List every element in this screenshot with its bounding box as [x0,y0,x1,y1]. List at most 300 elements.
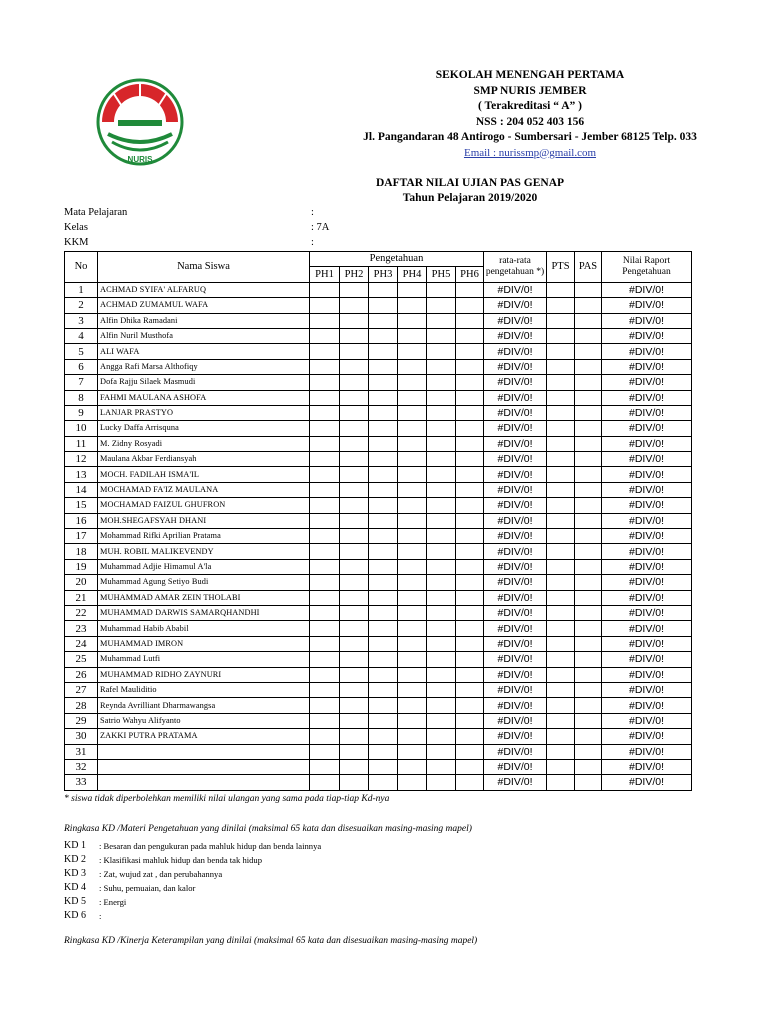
pas-cell [575,513,602,528]
student-name: Muhammad Habib Ababil [98,621,310,636]
table-row [65,529,692,544]
row-number: 33 [65,775,98,790]
ph1-cell [310,652,340,667]
ph4-cell [398,498,427,513]
pts-cell [547,544,575,559]
average-cell: #DIV/0! [484,729,547,744]
header-average: rata-rata pengetahuan *) [484,252,547,283]
ph6-cell [456,436,484,451]
row-number: 7 [65,375,98,390]
ph4-cell [398,636,427,651]
ph2-cell [340,298,369,313]
row-number: 3 [65,313,98,328]
ph5-cell [427,652,456,667]
pas-cell [575,452,602,467]
average-cell: #DIV/0! [484,605,547,620]
pas-cell [575,713,602,728]
table-row [65,390,692,405]
ph5-cell [427,405,456,420]
report-cell: #DIV/0! [602,759,692,774]
row-number: 13 [65,467,98,482]
ph5-cell [427,759,456,774]
average-cell: #DIV/0! [484,698,547,713]
row-number: 25 [65,652,98,667]
report-cell: #DIV/0! [602,513,692,528]
ph3-cell [369,313,398,328]
header-report: Nilai Raport Pengetahuan [602,252,692,283]
ph5-cell [427,682,456,697]
ph6-cell [456,344,484,359]
ph5-cell [427,744,456,759]
ph5-cell [427,452,456,467]
pts-cell [547,313,575,328]
pts-cell [547,667,575,682]
report-cell: #DIV/0! [602,590,692,605]
ph2-cell [340,359,369,374]
report-cell: #DIV/0! [602,605,692,620]
ph6-cell [456,328,484,343]
report-cell: #DIV/0! [602,729,692,744]
kd-code: KD 1 [64,840,86,851]
school-address: Jl. Pangandaran 48 Antirogo - Sumbersari - Jember 68125 Telp. 033 [363,131,697,143]
pas-cell [575,375,602,390]
pas-cell [575,759,602,774]
ph6-cell [456,775,484,790]
student-name: Alfin Nuril Musthofa [98,328,310,343]
header-knowledge: Pengetahuan [310,252,484,267]
report-cell: #DIV/0! [602,467,692,482]
row-number: 17 [65,529,98,544]
ph5-cell [427,390,456,405]
average-cell: #DIV/0! [484,421,547,436]
ph6-cell [456,452,484,467]
table-row [65,298,692,313]
ph4-cell [398,744,427,759]
report-cell: #DIV/0! [602,559,692,574]
ph2-cell [340,328,369,343]
pas-cell [575,421,602,436]
ph1-cell [310,621,340,636]
row-number: 1 [65,282,98,297]
ph4-cell [398,344,427,359]
ph5-cell [427,590,456,605]
student-name: Reynda Avrilliant Dharmawangsa [98,698,310,713]
average-cell: #DIV/0! [484,436,547,451]
student-name: MUHAMMAD IMRON [98,636,310,651]
ph1-cell [310,775,340,790]
ph4-cell [398,590,427,605]
student-name: Rafel Mauliditio [98,682,310,697]
ph3-cell [369,390,398,405]
ph6-cell [456,667,484,682]
report-cell: #DIV/0! [602,575,692,590]
ph4-cell [398,544,427,559]
ph6-cell [456,621,484,636]
ph4-cell [398,559,427,574]
ph1-cell [310,590,340,605]
average-cell: #DIV/0! [484,390,547,405]
header-ph4: PH4 [398,267,427,282]
average-cell: #DIV/0! [484,759,547,774]
pts-cell [547,713,575,728]
ph4-cell [398,313,427,328]
grades-table [64,251,692,791]
table-row [65,682,692,697]
report-cell: #DIV/0! [602,452,692,467]
table-row [65,544,692,559]
ph2-cell [340,405,369,420]
report-cell: #DIV/0! [602,313,692,328]
table-row [65,375,692,390]
report-cell: #DIV/0! [602,359,692,374]
header-pas: PAS [575,252,602,283]
table-row [65,652,692,667]
student-name: MUHAMMAD AMAR ZEIN THOLABI [98,590,310,605]
ph3-cell [369,559,398,574]
ph5-cell [427,282,456,297]
pts-cell [547,744,575,759]
kd-desc: : Zat, wujud zat , dan perubahannya [99,869,223,879]
row-number: 27 [65,682,98,697]
ph2-cell [340,605,369,620]
table-row [65,359,692,374]
table-row [65,513,692,528]
pas-cell [575,636,602,651]
average-cell: #DIV/0! [484,405,547,420]
report-cell: #DIV/0! [602,344,692,359]
row-number: 9 [65,405,98,420]
table-row [65,713,692,728]
ph6-cell [456,467,484,482]
student-name: M. Zidny Rosyadi [98,436,310,451]
ph2-cell [340,775,369,790]
school-nss: NSS : 204 052 403 156 [475,115,585,128]
pas-cell [575,605,602,620]
student-name: LANJAR PRASTYO [98,405,310,420]
ph1-cell [310,452,340,467]
row-number: 18 [65,544,98,559]
average-cell: #DIV/0! [484,713,547,728]
table-row [65,405,692,420]
ph1-cell [310,667,340,682]
table-row [65,436,692,451]
ph6-cell [456,575,484,590]
pts-cell [547,575,575,590]
report-cell: #DIV/0! [602,436,692,451]
subject-label: Mata Pelajaran [64,207,128,218]
document-title-block [300,176,640,206]
school-emblem-icon [94,76,186,168]
kd-code: KD 3 [64,868,86,879]
row-number: 22 [65,605,98,620]
ph2-cell [340,744,369,759]
ph1-cell [310,575,340,590]
average-cell: #DIV/0! [484,375,547,390]
ph2-cell [340,436,369,451]
student-name: MOCH. FADILAH ISMA'IL [98,467,310,482]
pas-cell [575,328,602,343]
average-cell: #DIV/0! [484,636,547,651]
header-ph2: PH2 [340,267,369,282]
average-cell: #DIV/0! [484,590,547,605]
header-name: Nama Siswa [98,252,310,283]
student-name: Alfin Dhika Ramadani [98,313,310,328]
ph2-cell [340,513,369,528]
table-row [65,575,692,590]
ph2-cell [340,698,369,713]
row-number: 4 [65,328,98,343]
ph5-cell [427,605,456,620]
pas-cell [575,405,602,420]
ph5-cell [427,575,456,590]
student-name: Muhammad Lutfi [98,652,310,667]
ph2-cell [340,313,369,328]
table-row [65,559,692,574]
ph5-cell [427,621,456,636]
header-pts: PTS [547,252,575,283]
row-number: 2 [65,298,98,313]
student-name: MOH.SHEGAFSYAH DHANI [98,513,310,528]
ph4-cell [398,328,427,343]
report-cell: #DIV/0! [602,775,692,790]
pts-cell [547,652,575,667]
ph2-cell [340,713,369,728]
pts-cell [547,344,575,359]
pas-cell [575,698,602,713]
pas-cell [575,529,602,544]
pas-cell [575,313,602,328]
average-cell: #DIV/0! [484,498,547,513]
average-cell: #DIV/0! [484,282,547,297]
pts-cell [547,775,575,790]
ph4-cell [398,775,427,790]
ph4-cell [398,359,427,374]
average-cell: #DIV/0! [484,667,547,682]
table-row [65,344,692,359]
average-cell: #DIV/0! [484,575,547,590]
pts-cell [547,390,575,405]
ph5-cell [427,667,456,682]
pts-cell [547,482,575,497]
ph5-cell [427,698,456,713]
pts-cell [547,452,575,467]
ph1-cell [310,390,340,405]
average-cell: #DIV/0! [484,482,547,497]
ph3-cell [369,729,398,744]
ph2-cell [340,621,369,636]
table-row [65,744,692,759]
report-cell: #DIV/0! [602,621,692,636]
ph4-cell [398,513,427,528]
ph6-cell [456,713,484,728]
ph4-cell [398,298,427,313]
header-ph6: PH6 [456,267,484,282]
average-cell: #DIV/0! [484,559,547,574]
ph6-cell [456,698,484,713]
ph6-cell [456,390,484,405]
pts-cell [547,698,575,713]
kd-code: KD 5 [64,896,86,907]
ph5-cell [427,713,456,728]
table-row [65,467,692,482]
ph2-cell [340,375,369,390]
ph6-cell [456,744,484,759]
ph6-cell [456,375,484,390]
school-email-link[interactable]: Email : nurissmp@gmail.com [463,146,597,159]
kd-desc: : Besaran dan pengukuran pada mahluk hidup dan benda lainnya [99,841,322,851]
pts-cell [547,436,575,451]
ph6-cell [456,359,484,374]
table-row [65,452,692,467]
pas-cell [575,559,602,574]
ph3-cell [369,744,398,759]
footnote: * siswa tidak diperbolehkan memiliki nilai ulangan yang sama pada tiap-tiap Kd-nya [64,794,390,804]
ph2-cell [340,682,369,697]
ph1-cell [310,682,340,697]
ph6-cell [456,482,484,497]
row-number: 14 [65,482,98,497]
report-cell: #DIV/0! [602,482,692,497]
row-number: 8 [65,390,98,405]
ph5-cell [427,298,456,313]
average-cell: #DIV/0! [484,775,547,790]
ph3-cell [369,575,398,590]
ph2-cell [340,344,369,359]
ph1-cell [310,405,340,420]
ph2-cell [340,482,369,497]
ph3-cell [369,667,398,682]
student-name: ACHMAD ZUMAMUL WAFA [98,298,310,313]
student-name: MOCHAMAD FA'IZ MAULANA [98,482,310,497]
report-cell: #DIV/0! [602,421,692,436]
ph3-cell [369,682,398,697]
kkm-value: : [311,237,314,248]
pts-cell [547,359,575,374]
ph3-cell [369,621,398,636]
kd-code: KD 2 [64,854,86,865]
report-cell: #DIV/0! [602,529,692,544]
ph3-cell [369,652,398,667]
document-year: Tahun Pelajaran 2019/2020 [402,192,538,204]
ph3-cell [369,359,398,374]
student-name: Angga Rafi Marsa Althofiqy [98,359,310,374]
table-row [65,482,692,497]
report-cell: #DIV/0! [602,636,692,651]
report-cell: #DIV/0! [602,682,692,697]
ph6-cell [456,544,484,559]
pas-cell [575,282,602,297]
report-cell: #DIV/0! [602,375,692,390]
table-row [65,313,692,328]
row-number: 12 [65,452,98,467]
ph1-cell [310,559,340,574]
row-number: 19 [65,559,98,574]
ph1-cell [310,344,340,359]
table-row [65,636,692,651]
average-cell: #DIV/0! [484,682,547,697]
kd-code: KD 4 [64,882,86,893]
table-row [65,421,692,436]
table-row [65,667,692,682]
pas-cell [575,682,602,697]
pts-cell [547,590,575,605]
header-ph5: PH5 [427,267,456,282]
table-row [65,498,692,513]
ph5-cell [427,559,456,574]
ph6-cell [456,529,484,544]
average-cell: #DIV/0! [484,544,547,559]
report-cell: #DIV/0! [602,698,692,713]
ph3-cell [369,298,398,313]
ph1-cell [310,544,340,559]
pts-cell [547,621,575,636]
row-number: 31 [65,744,98,759]
student-name [98,744,310,759]
ph3-cell [369,467,398,482]
report-cell: #DIV/0! [602,390,692,405]
student-name: MUHAMMAD RIDHO ZAYNURI [98,667,310,682]
ph5-cell [427,313,456,328]
ph2-cell [340,652,369,667]
ph1-cell [310,498,340,513]
report-cell: #DIV/0! [602,667,692,682]
average-cell: #DIV/0! [484,513,547,528]
ph1-cell [310,698,340,713]
average-cell: #DIV/0! [484,467,547,482]
ph5-cell [427,421,456,436]
pas-cell [575,652,602,667]
ph4-cell [398,467,427,482]
report-cell: #DIV/0! [602,282,692,297]
student-name: Lucky Daffa Arrisquna [98,421,310,436]
ph5-cell [427,498,456,513]
pas-cell [575,482,602,497]
pts-cell [547,529,575,544]
ph1-cell [310,421,340,436]
ph6-cell [456,298,484,313]
row-number: 28 [65,698,98,713]
ph2-cell [340,575,369,590]
ph3-cell [369,529,398,544]
ph5-cell [427,467,456,482]
ph1-cell [310,513,340,528]
pts-cell [547,282,575,297]
pts-cell [547,467,575,482]
row-number: 26 [65,667,98,682]
ph3-cell [369,590,398,605]
pas-cell [575,467,602,482]
average-cell: #DIV/0! [484,529,547,544]
ph3-cell [369,775,398,790]
table-row [65,729,692,744]
ph2-cell [340,544,369,559]
pas-cell [575,775,602,790]
average-cell: #DIV/0! [484,744,547,759]
ph4-cell [398,452,427,467]
average-cell: #DIV/0! [484,344,547,359]
ph5-cell [427,636,456,651]
ph1-cell [310,313,340,328]
pts-cell [547,559,575,574]
skills-heading: Ringkasa KD /Kinerja Keterampilan yang dinilai (maksimal 65 kata dan disesuaikan masing-masing mapel) [64,936,478,946]
ph5-cell [427,344,456,359]
pas-cell [575,744,602,759]
row-number: 15 [65,498,98,513]
class-value: : 7A [311,222,330,233]
ph6-cell [456,590,484,605]
ph4-cell [398,682,427,697]
pts-cell [547,421,575,436]
